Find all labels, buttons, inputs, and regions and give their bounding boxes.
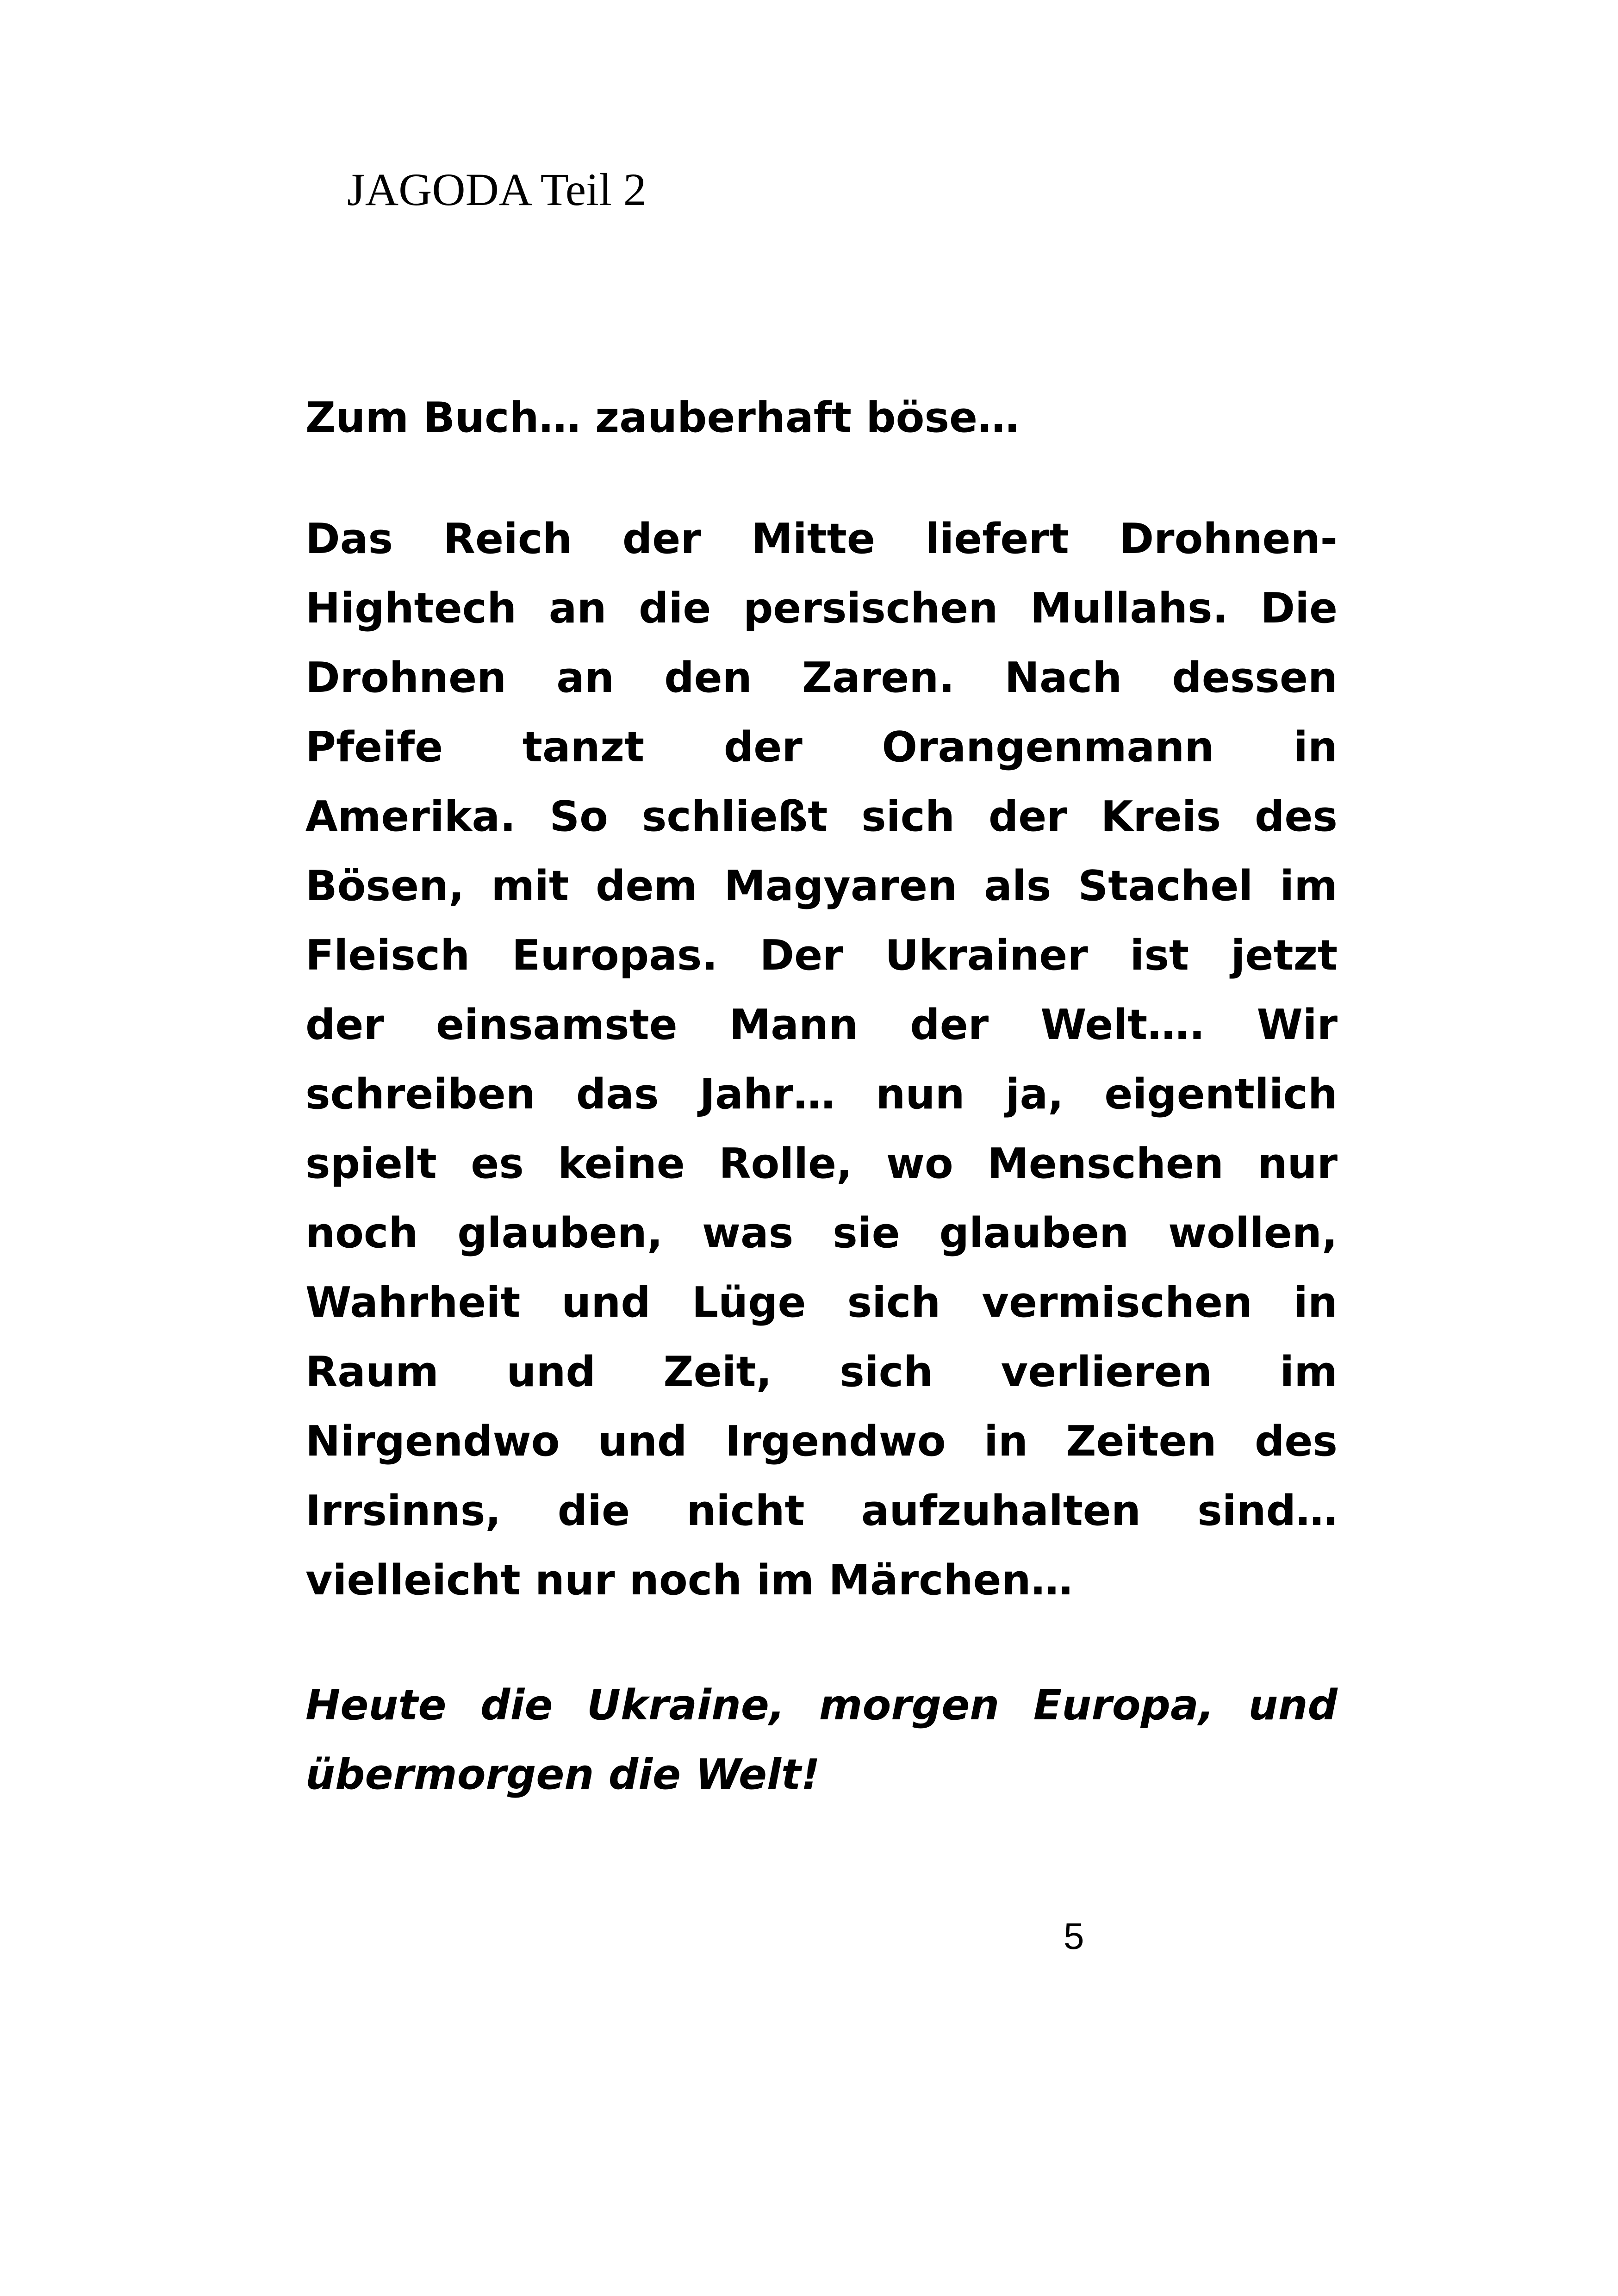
paragraph-line: Bösen, mit dem Magyaren als Stachel im <box>305 862 1338 910</box>
page-number: 5 <box>1064 1916 1084 1957</box>
paragraph-line: Fleisch Europas. Der Ukrainer ist jetzt <box>305 931 1338 980</box>
paragraph-line: Pfeife tanzt der Orangenmann in <box>305 723 1338 772</box>
section-heading: Zum Buch… zauberhaft böse… <box>305 393 1020 442</box>
paragraph-line: spielt es keine Rolle, wo Menschen nur <box>305 1139 1338 1188</box>
paragraph-line: Wahrheit und Lüge sich vermischen in <box>305 1278 1338 1327</box>
paragraph-line: Nirgendwo und Irgendwo in Zeiten des <box>305 1417 1338 1466</box>
paragraph-line: Hightech an die persischen Mullahs. Die <box>305 584 1338 633</box>
paragraph-line: Irrsinns, die nicht aufzuhalten sind… <box>305 1487 1338 1535</box>
tagline-line: übermorgen die Welt! <box>305 1750 820 1799</box>
paragraph-line: der einsamste Mann der Welt…. Wir <box>305 1001 1338 1049</box>
paragraph-line: Drohnen an den Zaren. Nach dessen <box>305 653 1338 702</box>
paragraph-line: Raum und Zeit, sich verlieren im <box>305 1348 1338 1396</box>
tagline <box>305 1671 1338 1810</box>
paragraph-line: noch glauben, was sie glauben wollen, <box>305 1209 1338 1257</box>
paragraph-line: vielleicht nur noch im Märchen… <box>305 1556 1073 1605</box>
paragraph-line: schreiben das Jahr… nun ja, eigentlich <box>305 1070 1338 1119</box>
paragraph-line: Das Reich der Mitte liefert Drohnen- <box>305 515 1338 563</box>
paragraph-line: Amerika. So schließt sich der Kreis des <box>305 792 1338 841</box>
tagline-line: Heute die Ukraine, morgen Europa, und <box>305 1681 1338 1730</box>
running-header: JAGODA Teil 2 <box>347 164 647 215</box>
body-paragraph <box>305 504 1338 1615</box>
